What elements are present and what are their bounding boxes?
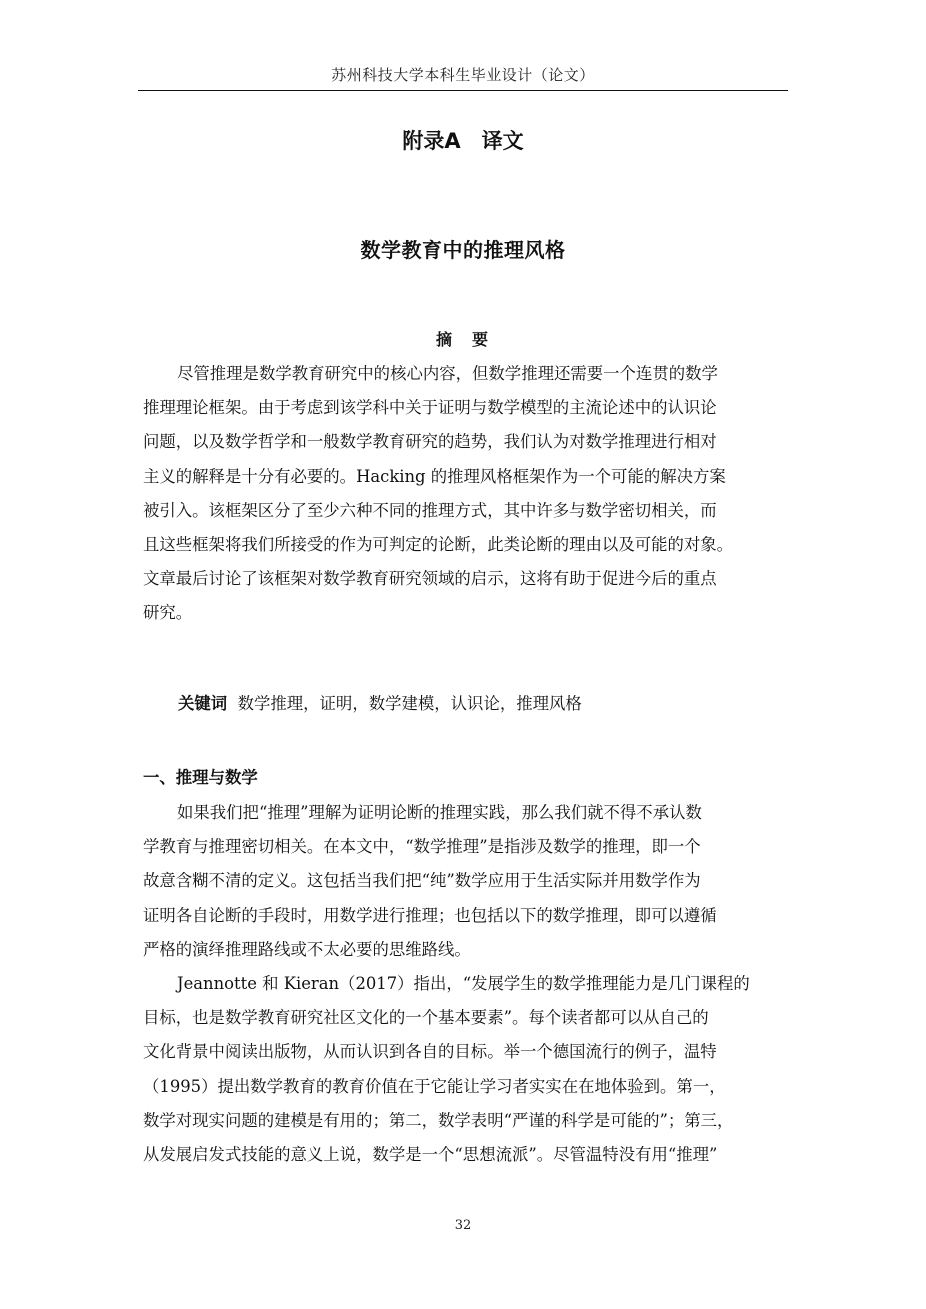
abstract-line: 尽管推理是数学教育研究中的核心内容，但数学推理还需要一个连贯的数学 — [177, 364, 718, 383]
body-line: 故意含糊不清的定义。这包括当我们把“纯”数学应用于生活实际并用数学作为 — [143, 871, 701, 891]
body-line: 学教育与推理密切相关。在本文中，“数学推理”是指涉及数学的推理，即一个 — [143, 837, 701, 857]
abstract-line: 主义的解释是十分有必要的。Hacking 的推理风格框架作为一个可能的解决方案 — [143, 466, 726, 486]
body-line: 文化背景中阅读出版物，从而认识到各自的目标。举一个德国流行的例子，温特 — [143, 1042, 717, 1062]
header-rule — [138, 90, 788, 91]
section-body — [143, 796, 787, 1172]
abstract-line: 研究。 — [143, 603, 193, 623]
abstract-line: 推理理论框架。由于考虑到该学科中关于证明与数学模型的主流论述中的认识论 — [143, 398, 717, 418]
abstract-line: 被引入。该框架区分了至少六种不同的推理方式，其中许多与数学密切相关，而 — [143, 500, 717, 520]
article-title: 数学教育中的推理风格 — [360, 238, 566, 262]
body-line: 证明各自论断的手段时，用数学进行推理；也包括以下的数学推理，即可以遵循 — [143, 905, 717, 925]
keywords-line — [178, 690, 582, 714]
keywords-label: 关键词 — [178, 694, 228, 713]
abstract-line: 且这些框架将我们所接受的作为可判定的论断，此类论断的理由以及可能的对象。 — [143, 534, 734, 554]
running-header: 苏州科技大学本科生毕业设计（论文） — [331, 66, 595, 84]
page-number: 32 — [454, 1218, 472, 1233]
keywords-text: 数学推理，证明，数学建模，认识论，推理风格 — [237, 694, 582, 713]
appendix-title: 附录A 译文 — [402, 129, 524, 153]
body-line: Jeannotte 和 Kieran（2017）指出，“发展学生的数学推理能力是几门课程的 — [177, 973, 750, 993]
section-heading: 一、推理与数学 — [143, 768, 258, 787]
abstract-heading: 摘 要 — [435, 330, 490, 349]
body-line: 目标，也是数学教育研究社区文化的一个基本要素”。每个读者都可以从自己的 — [143, 1008, 709, 1028]
body-line: 如果我们把“推理”理解为证明论断的推理实践，那么我们就不得不承认数 — [177, 803, 702, 822]
abstract-line: 文章最后讨论了该框架对数学教育研究领域的启示，这将有助于促进今后的重点 — [143, 569, 717, 589]
body-line: （1995）提出数学教育的教育价值在于它能让学习者实实在在地体验到。第一， — [143, 1076, 726, 1096]
body-line: 数学对现实问题的建模是有用的；第二，数学表明“严谨的科学是可能的”；第三， — [143, 1110, 734, 1130]
body-line: 严格的演绎推理路线或不太必要的思维路线。 — [143, 939, 471, 959]
body-line: 从发展启发式技能的意义上说，数学是一个“思想流派”。尽管温特没有用“推理” — [143, 1144, 718, 1164]
abstract-line: 问题，以及数学哲学和一般数学教育研究的趋势，我们认为对数学推理进行相对 — [143, 432, 717, 452]
abstract-paragraph — [143, 357, 787, 631]
